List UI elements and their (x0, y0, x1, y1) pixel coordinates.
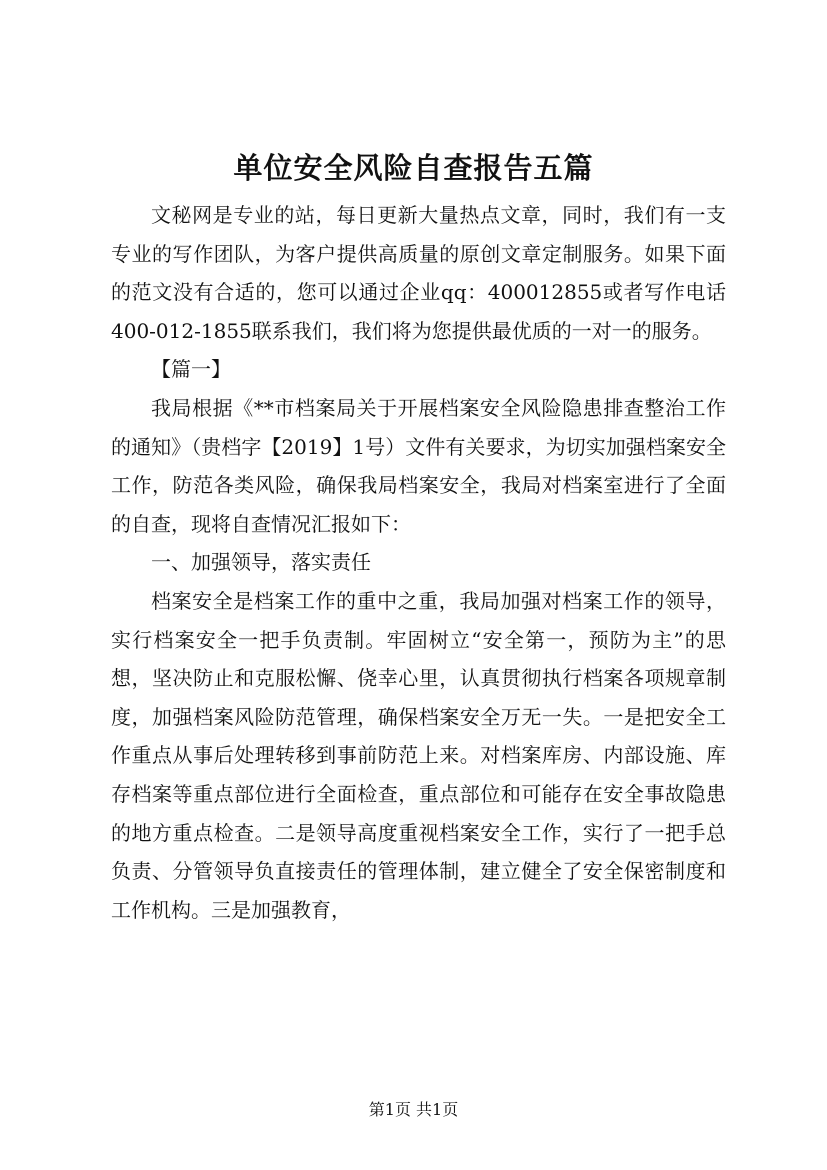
paragraph-2: 档案安全是档案工作的重中之重，我局加强对档案工作的领导，实行档案安全一把手负责制。牢固树立“安全第一，预防为主”的思想，坚决防止和克服松懈、侥幸心里，认真贯彻执行档案各项规章制度，加强档案风险防范管理，确保档案安全万无一失。一是把安全工作重点从事后处理转移到事前防范上来。对档案库房、内部设施、库存档案等重点部位进行全面检查，重点部位和可能存在安全事故隐患的地方重点检查。二是领导高度重视档案安全工作，实行了一把手总负责、分管领导负直接责任的管理体制，建立健全了安全保密制度和工作机构。三是加强教育， (111, 588, 726, 922)
document-body (111, 196, 726, 929)
intro-paragraph: 文秘网是专业的站，每日更新大量热点文章，同时，我们有一支专业的写作团队，为客户提供高质量的原创文章定制服务。如果下面的范文没有合适的，您可以通过企业qq：400012855或者写作电话400-012-1855联系我们，我们将为您提供最优质的一对一的服务。 (111, 203, 726, 343)
paragraph-1: 我局根据《**市档案局关于开展档案安全风险隐患排查整治工作的通知》（贵档字【2019】1号）文件有关要求，为切实加强档案安全工作，防范各类风险，确保我局档案安全，我局对档案室进行了全面的自查，现将自查情况汇报如下： (111, 395, 726, 536)
page-footer: 第1页 共1页 (368, 1100, 459, 1119)
section-label: 【篇一】 (151, 357, 231, 382)
section-heading-1: 一、加强领导，落实责任 (151, 550, 371, 575)
document-title: 单位安全风险自查报告五篇 (233, 151, 594, 185)
